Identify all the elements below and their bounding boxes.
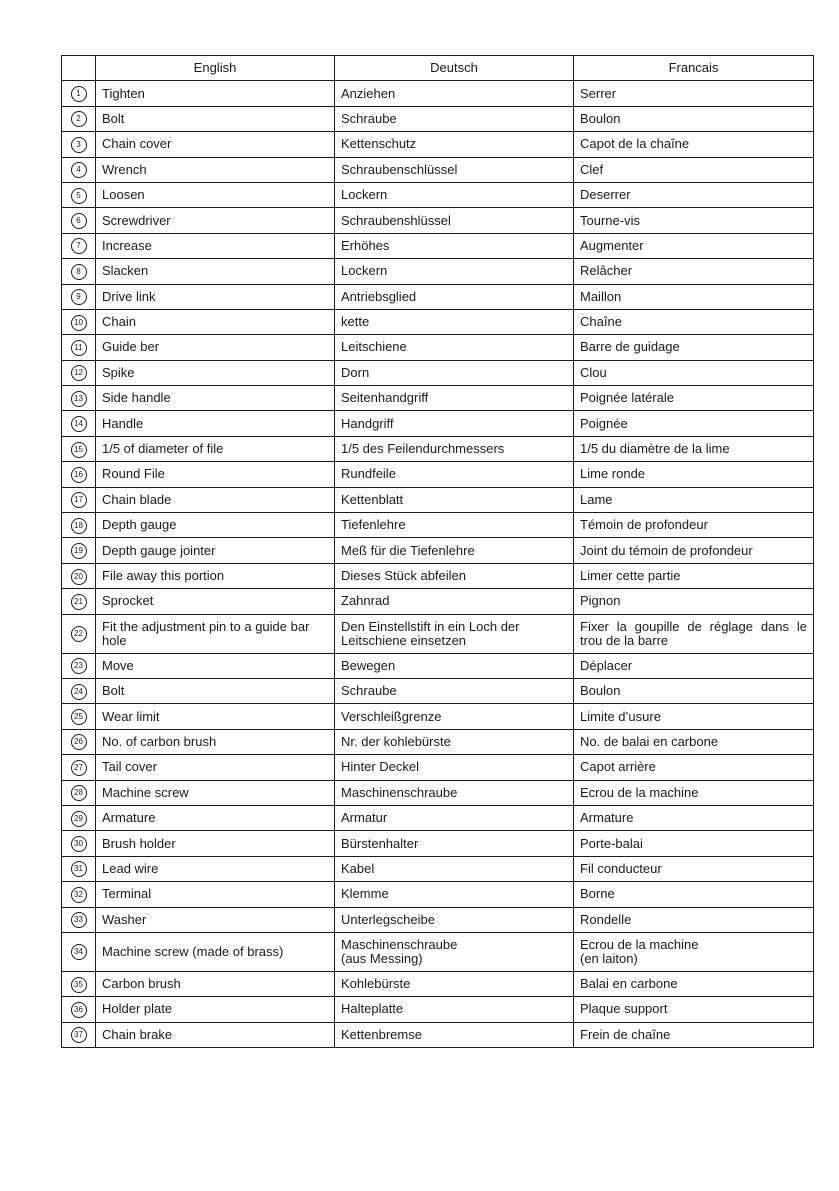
table-row [62,233,814,258]
francais-term: Plaque support [574,997,814,1022]
deutsch-term: Dorn [335,360,574,385]
english-term: Chain cover [96,132,335,157]
english-term: Wrench [96,157,335,182]
table-row [62,487,814,512]
table-row [62,309,814,334]
francais-term: Chaîne [574,309,814,334]
francais-term: Lame [574,487,814,512]
deutsch-term: Schraubenschlüssel [335,157,574,182]
table-row [62,284,814,309]
row-number-cell [62,932,96,971]
table-row [62,614,814,653]
francais-term: Fil conducteur [574,856,814,881]
francais-term: Clef [574,157,814,182]
deutsch-term: kette [335,309,574,334]
circled-number: 22 [71,626,87,642]
deutsch-term: Handgriff [335,411,574,436]
francais-term: Relâcher [574,259,814,284]
deutsch-term: Nr. der kohlebürste [335,729,574,754]
english-term: Terminal [96,882,335,907]
row-number-cell [62,805,96,830]
table-row [62,411,814,436]
circled-number: 20 [71,569,87,585]
circled-number: 17 [71,492,87,508]
english-term: Fit the adjustment pin to a guide bar hole [96,614,335,653]
english-term: Depth gauge jointer [96,538,335,563]
english-term: Slacken [96,259,335,284]
table-row [62,678,814,703]
francais-term: Pignon [574,589,814,614]
row-number-cell [62,106,96,131]
english-term: Wear limit [96,704,335,729]
table-row [62,589,814,614]
english-term: Lead wire [96,856,335,881]
row-number-cell [62,538,96,563]
deutsch-term: Kabel [335,856,574,881]
row-number-cell [62,997,96,1022]
deutsch-term: Schraubenshlüssel [335,208,574,233]
circled-number: 11 [71,340,87,356]
row-number-cell [62,971,96,996]
francais-term: Maillon [574,284,814,309]
table-row [62,335,814,360]
circled-number: 21 [71,594,87,610]
row-number-cell [62,81,96,106]
glossary-body [62,81,814,1048]
francais-term: Rondelle [574,907,814,932]
row-number-cell [62,614,96,653]
francais-term: Capot arrière [574,755,814,780]
table-row [62,81,814,106]
header-english: English [96,56,335,81]
deutsch-term: Meß für die Tiefenlehre [335,538,574,563]
row-number-cell [62,259,96,284]
francais-term: Capot de la chaîne [574,132,814,157]
deutsch-term: Leitschiene [335,335,574,360]
row-number-cell [62,208,96,233]
english-term: Sprocket [96,589,335,614]
table-row [62,704,814,729]
francais-term: Deserrer [574,182,814,207]
row-number-cell [62,284,96,309]
deutsch-term: Lockern [335,182,574,207]
row-number-cell [62,589,96,614]
row-number-cell [62,563,96,588]
english-term: Screwdriver [96,208,335,233]
circled-number: 29 [71,811,87,827]
row-number-cell [62,831,96,856]
table-row [62,805,814,830]
deutsch-term: Maschinenschraube (aus Messing) [335,932,574,971]
table-row [62,513,814,538]
francais-term: Augmenter [574,233,814,258]
deutsch-term: Verschleißgrenze [335,704,574,729]
header-deutsch: Deutsch [335,56,574,81]
header-francais: Francais [574,56,814,81]
english-term: Brush holder [96,831,335,856]
circled-number: 14 [71,416,87,432]
circled-number: 36 [71,1002,87,1018]
francais-term: Clou [574,360,814,385]
deutsch-term: Antriebsglied [335,284,574,309]
deutsch-term: Maschinenschraube [335,780,574,805]
francais-term: Borne [574,882,814,907]
row-number-cell [62,907,96,932]
circled-number: 5 [71,188,87,204]
row-number-cell [62,309,96,334]
circled-number: 18 [71,518,87,534]
row-number-cell [62,513,96,538]
row-number-cell [62,132,96,157]
deutsch-term: Unterlegscheibe [335,907,574,932]
deutsch-term: Den Einstellstift in ein Loch der Leitschiene einsetzen [335,614,574,653]
table-row [62,831,814,856]
english-term: Machine screw [96,780,335,805]
table-row [62,780,814,805]
francais-term: Limite d’usure [574,704,814,729]
circled-number: 3 [71,137,87,153]
row-number-cell [62,678,96,703]
english-term: Guide ber [96,335,335,360]
circled-number: 28 [71,785,87,801]
english-term: Carbon brush [96,971,335,996]
deutsch-term: Schraube [335,678,574,703]
circled-number: 33 [71,912,87,928]
deutsch-term: Zahnrad [335,589,574,614]
row-number-cell [62,1022,96,1047]
table-row [62,856,814,881]
deutsch-term: Seitenhandgriff [335,386,574,411]
circled-number: 6 [71,213,87,229]
circled-number: 10 [71,315,87,331]
deutsch-term: Kettenblatt [335,487,574,512]
deutsch-term: Erhöhes [335,233,574,258]
table-row [62,259,814,284]
francais-term: Lime ronde [574,462,814,487]
francais-term: Armature [574,805,814,830]
table-row [62,653,814,678]
circled-number: 9 [71,289,87,305]
table-row [62,563,814,588]
francais-term: Boulon [574,678,814,703]
row-number-cell [62,233,96,258]
deutsch-term: Armatur [335,805,574,830]
row-number-cell [62,653,96,678]
row-number-cell [62,856,96,881]
table-row [62,907,814,932]
english-term: Drive link [96,284,335,309]
table-row [62,436,814,461]
circled-number: 7 [71,238,87,254]
francais-term: Limer cette partie [574,563,814,588]
francais-term: Balai en carbone [574,971,814,996]
francais-term: Témoin de profondeur [574,513,814,538]
row-number-cell [62,704,96,729]
francais-term: Joint du témoin de profondeur [574,538,814,563]
circled-number: 30 [71,836,87,852]
circled-number: 27 [71,760,87,776]
circled-number: 32 [71,887,87,903]
row-number-cell [62,780,96,805]
table-row [62,157,814,182]
deutsch-term: Lockern [335,259,574,284]
francais-term: Déplacer [574,653,814,678]
header-number [62,56,96,81]
table-row [62,755,814,780]
francais-term: No. de balai en carbone [574,729,814,754]
row-number-cell [62,487,96,512]
table-row [62,729,814,754]
table-row [62,932,814,971]
francais-term: Ecrou de la machine (en laiton) [574,932,814,971]
deutsch-term: Schraube [335,106,574,131]
table-row [62,971,814,996]
english-term: Bolt [96,106,335,131]
deutsch-term: Dieses Stück abfeilen [335,563,574,588]
circled-number: 25 [71,709,87,725]
circled-number: 12 [71,365,87,381]
row-number-cell [62,882,96,907]
circled-number: 23 [71,658,87,674]
table-row [62,360,814,385]
english-term: Depth gauge [96,513,335,538]
table-row [62,386,814,411]
circled-number: 35 [71,977,87,993]
english-term: Side handle [96,386,335,411]
circled-number: 31 [71,861,87,877]
english-term: Machine screw (made of brass) [96,932,335,971]
english-term: File away this portion [96,563,335,588]
english-term: No. of carbon brush [96,729,335,754]
row-number-cell [62,360,96,385]
circled-number: 13 [71,391,87,407]
english-term: Tighten [96,81,335,106]
english-term: Spike [96,360,335,385]
francais-term: Tourne-vis [574,208,814,233]
table-row [62,538,814,563]
english-term: Bolt [96,678,335,703]
table-row [62,208,814,233]
english-term: Move [96,653,335,678]
circled-number: 34 [71,944,87,960]
francais-term: Fixer la goupille de réglage dans le trou de la barre [574,614,814,653]
francais-term: Barre de guidage [574,335,814,360]
english-term: Round File [96,462,335,487]
francais-term: Boulon [574,106,814,131]
table-row [62,462,814,487]
deutsch-term: Klemme [335,882,574,907]
francais-term: Poignée [574,411,814,436]
deutsch-term: Kettenbremse [335,1022,574,1047]
circled-number: 2 [71,111,87,127]
row-number-cell [62,157,96,182]
deutsch-term: Rundfeile [335,462,574,487]
table-row [62,106,814,131]
row-number-cell [62,182,96,207]
english-term: Tail cover [96,755,335,780]
english-term: Loosen [96,182,335,207]
english-term: Chain brake [96,1022,335,1047]
english-term: Chain blade [96,487,335,512]
table-row [62,997,814,1022]
row-number-cell [62,729,96,754]
table-row [62,882,814,907]
english-term: 1/5 of diameter of file [96,436,335,461]
english-term: Armature [96,805,335,830]
francais-term: Frein de chaîne [574,1022,814,1047]
english-term: Washer [96,907,335,932]
deutsch-term: Bürstenhalter [335,831,574,856]
circled-number: 4 [71,162,87,178]
circled-number: 8 [71,264,87,280]
parts-glossary-table [61,55,814,1048]
row-number-cell [62,462,96,487]
deutsch-term: Kettenschutz [335,132,574,157]
deutsch-term: Tiefenlehre [335,513,574,538]
english-term: Holder plate [96,997,335,1022]
deutsch-term: Halteplatte [335,997,574,1022]
deutsch-term: Bewegen [335,653,574,678]
row-number-cell [62,386,96,411]
english-term: Chain [96,309,335,334]
row-number-cell [62,411,96,436]
circled-number: 26 [71,734,87,750]
francais-term: 1/5 du diamètre de la lime [574,436,814,461]
circled-number: 24 [71,684,87,700]
deutsch-term: 1/5 des Feilendurchmessers [335,436,574,461]
francais-term: Porte-balai [574,831,814,856]
row-number-cell [62,436,96,461]
header-row [62,56,814,81]
row-number-cell [62,335,96,360]
english-term: Handle [96,411,335,436]
circled-number: 19 [71,543,87,559]
deutsch-term: Hinter Deckel [335,755,574,780]
circled-number: 37 [71,1027,87,1043]
deutsch-term: Anziehen [335,81,574,106]
table-row [62,1022,814,1047]
circled-number: 16 [71,467,87,483]
francais-term: Serrer [574,81,814,106]
circled-number: 1 [71,86,87,102]
table-row [62,132,814,157]
row-number-cell [62,755,96,780]
circled-number: 15 [71,442,87,458]
table-row [62,182,814,207]
francais-term: Poignée latérale [574,386,814,411]
deutsch-term: Kohlebürste [335,971,574,996]
english-term: Increase [96,233,335,258]
francais-term: Ecrou de la machine [574,780,814,805]
